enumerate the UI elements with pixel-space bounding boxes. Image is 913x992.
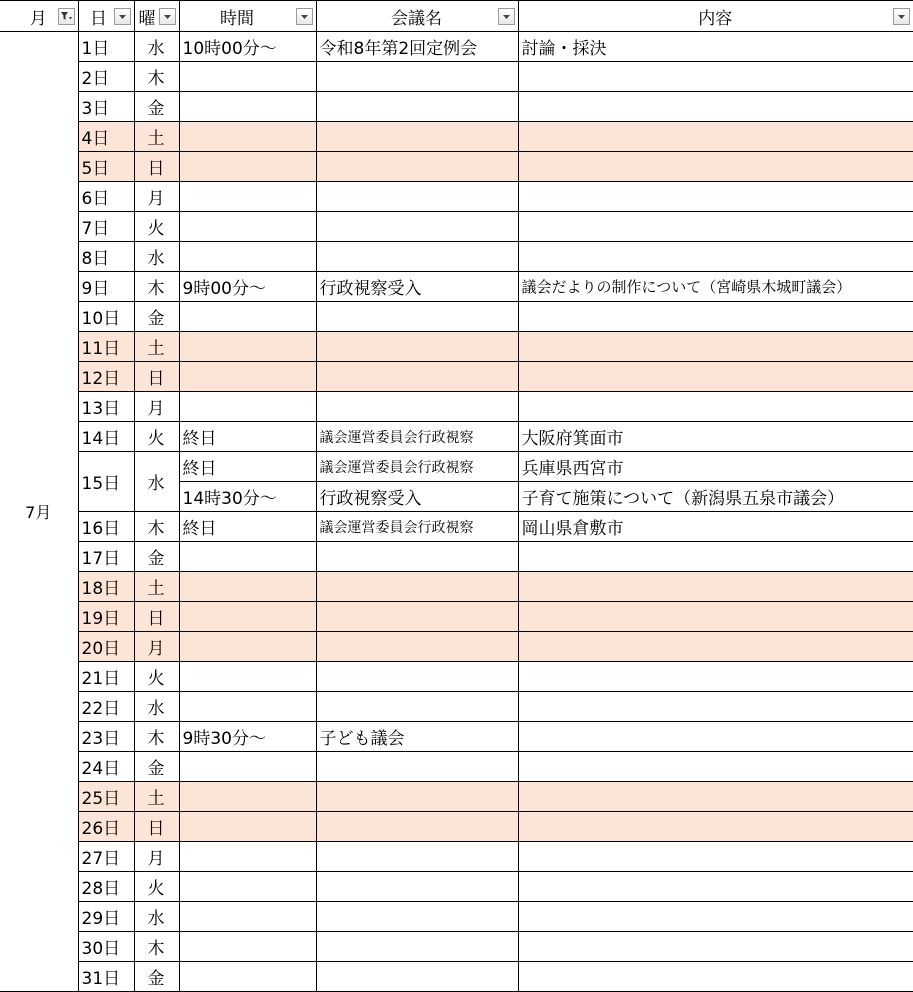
chevron-down-icon (897, 14, 906, 20)
content-cell[interactable] (518, 962, 913, 992)
table-row (0, 392, 913, 422)
time-cell[interactable] (179, 182, 316, 212)
weekday-cell[interactable]: 水 (134, 902, 179, 932)
meeting-cell[interactable] (316, 752, 518, 782)
time-cell[interactable] (179, 122, 316, 152)
time-cell[interactable] (179, 752, 316, 782)
column-header-month-label: 月 (29, 8, 47, 29)
weekday-cell[interactable]: 水 (134, 32, 179, 62)
column-header-day-label: 日 (90, 8, 107, 29)
content-cell[interactable]: 議会だよりの制作について（宮崎県木城町議会） (518, 272, 913, 302)
weekday-cell[interactable]: 水 (134, 692, 179, 722)
day-cell[interactable]: 9日 (78, 272, 134, 302)
table-row (0, 872, 913, 902)
meeting-cell[interactable]: 議会運営委員会行政視察 (316, 512, 518, 542)
day-cell[interactable]: 3日 (78, 92, 134, 122)
content-cell[interactable] (518, 932, 913, 962)
weekday-cell[interactable]: 日 (134, 602, 179, 632)
weekday-cell[interactable]: 金 (134, 962, 179, 992)
table-row (0, 512, 913, 542)
table-row (0, 962, 913, 992)
weekday-cell[interactable]: 火 (134, 662, 179, 692)
filter-dropdown-button-day[interactable] (114, 8, 131, 25)
day-cell[interactable]: 24日 (78, 752, 134, 782)
day-cell[interactable]: 2日 (78, 62, 134, 92)
meeting-cell[interactable] (316, 602, 518, 632)
chevron-down-icon (118, 14, 127, 20)
table-row (0, 62, 913, 92)
content-cell[interactable] (518, 872, 913, 902)
time-cell[interactable]: 10時00分〜 (179, 32, 316, 62)
day-cell[interactable]: 17日 (78, 542, 134, 572)
meeting-cell[interactable]: 議会運営委員会行政視察 (316, 452, 518, 482)
content-cell[interactable] (518, 92, 913, 122)
chevron-down-icon (163, 14, 172, 20)
content-cell[interactable] (518, 902, 913, 932)
weekday-cell[interactable]: 木 (134, 272, 179, 302)
table-row (0, 722, 913, 752)
time-cell[interactable] (179, 392, 316, 422)
day-cell[interactable]: 23日 (78, 722, 134, 752)
weekday-cell[interactable]: 日 (134, 362, 179, 392)
meeting-cell[interactable] (316, 962, 518, 992)
weekday-cell[interactable]: 金 (134, 92, 179, 122)
time-cell[interactable] (179, 782, 316, 812)
weekday-cell[interactable]: 土 (134, 332, 179, 362)
weekday-cell[interactable]: 金 (134, 302, 179, 332)
weekday-cell[interactable]: 木 (134, 512, 179, 542)
chevron-down-icon (300, 14, 309, 20)
content-cell[interactable] (518, 332, 913, 362)
content-cell[interactable] (518, 692, 913, 722)
column-header-content (518, 1, 913, 32)
filter-active-button-month[interactable] (58, 8, 75, 25)
day-cell[interactable]: 22日 (78, 692, 134, 722)
meeting-cell[interactable] (316, 692, 518, 722)
meeting-cell[interactable] (316, 812, 518, 842)
filter-dropdown-button-time[interactable] (296, 8, 313, 25)
weekday-cell[interactable]: 月 (134, 392, 179, 422)
content-cell[interactable] (518, 662, 913, 692)
table-row (0, 242, 913, 272)
day-cell[interactable]: 4日 (78, 122, 134, 152)
day-cell[interactable]: 16日 (78, 512, 134, 542)
day-cell[interactable]: 6日 (78, 182, 134, 212)
day-cell[interactable]: 21日 (78, 662, 134, 692)
weekday-cell[interactable]: 水 (134, 242, 179, 272)
content-cell[interactable] (518, 392, 913, 422)
table-row (0, 182, 913, 212)
day-cell[interactable]: 26日 (78, 812, 134, 842)
schedule-body (0, 32, 913, 992)
content-cell[interactable] (518, 212, 913, 242)
filter-dropdown-button-weekday[interactable] (159, 8, 176, 25)
content-cell[interactable] (518, 242, 913, 272)
meeting-cell[interactable] (316, 212, 518, 242)
column-header-time (179, 1, 316, 32)
day-cell[interactable]: 10日 (78, 302, 134, 332)
time-cell[interactable] (179, 872, 316, 902)
time-cell[interactable]: 9時30分〜 (179, 722, 316, 752)
time-cell[interactable] (179, 932, 316, 962)
weekday-cell[interactable]: 土 (134, 572, 179, 602)
time-cell[interactable] (179, 212, 316, 242)
meeting-cell[interactable] (316, 182, 518, 212)
time-cell[interactable]: 終日 (179, 512, 316, 542)
content-cell[interactable] (518, 632, 913, 662)
meeting-cell[interactable] (316, 782, 518, 812)
content-cell[interactable] (518, 152, 913, 182)
meeting-cell[interactable]: 子ども議会 (316, 722, 518, 752)
weekday-cell[interactable]: 月 (134, 842, 179, 872)
meeting-cell[interactable] (316, 92, 518, 122)
content-cell[interactable]: 子育て施策について（新潟県五泉市議会） (518, 482, 913, 512)
content-cell[interactable] (518, 842, 913, 872)
weekday-cell[interactable]: 月 (134, 632, 179, 662)
table-row (0, 692, 913, 722)
content-cell[interactable] (518, 812, 913, 842)
table-row (0, 902, 913, 932)
meeting-cell[interactable] (316, 122, 518, 152)
table-row (0, 122, 913, 152)
day-cell[interactable]: 14日 (78, 422, 134, 452)
content-cell[interactable] (518, 362, 913, 392)
content-cell[interactable] (518, 62, 913, 92)
meeting-cell[interactable] (316, 392, 518, 422)
time-cell[interactable] (179, 152, 316, 182)
day-cell[interactable]: 1日 (78, 32, 134, 62)
content-cell[interactable] (518, 572, 913, 602)
day-cell[interactable]: 7日 (78, 212, 134, 242)
content-cell[interactable] (518, 542, 913, 572)
header-row (0, 1, 913, 32)
meeting-cell[interactable] (316, 872, 518, 902)
meeting-cell[interactable] (316, 362, 518, 392)
meeting-cell[interactable] (316, 332, 518, 362)
weekday-cell[interactable]: 木 (134, 722, 179, 752)
meeting-cell[interactable]: 行政視察受入 (316, 482, 518, 512)
content-cell[interactable]: 兵庫県西宮市 (518, 452, 913, 482)
weekday-cell[interactable]: 木 (134, 932, 179, 962)
filter-dropdown-button-content[interactable] (893, 8, 910, 25)
table-row (0, 812, 913, 842)
time-cell[interactable] (179, 662, 316, 692)
day-cell[interactable]: 20日 (78, 632, 134, 662)
day-cell[interactable]: 18日 (78, 572, 134, 602)
meeting-cell[interactable] (316, 632, 518, 662)
time-cell[interactable] (179, 602, 316, 632)
chevron-down-icon (502, 14, 511, 20)
column-header-time-label: 時間 (220, 8, 254, 29)
meeting-cell[interactable]: 令和8年第2回定例会 (316, 32, 518, 62)
weekday-cell[interactable]: 日 (134, 152, 179, 182)
table-row (0, 332, 913, 362)
time-cell[interactable]: 終日 (179, 452, 316, 482)
content-cell[interactable]: 討論・採決 (518, 32, 913, 62)
time-cell[interactable] (179, 242, 316, 272)
content-cell[interactable]: 大阪府箕面市 (518, 422, 913, 452)
meeting-cell[interactable] (316, 302, 518, 332)
weekday-cell[interactable]: 火 (134, 212, 179, 242)
meeting-cell[interactable] (316, 842, 518, 872)
table-row (0, 782, 913, 812)
meeting-cell[interactable] (316, 902, 518, 932)
table-row (0, 362, 913, 392)
table-row (0, 842, 913, 872)
table-row (0, 632, 913, 662)
weekday-cell[interactable]: 木 (134, 62, 179, 92)
column-header-meeting-label: 会議名 (391, 8, 442, 29)
weekday-cell[interactable]: 金 (134, 542, 179, 572)
meeting-cell[interactable] (316, 662, 518, 692)
time-cell[interactable] (179, 92, 316, 122)
content-cell[interactable] (518, 122, 913, 152)
day-cell[interactable]: 13日 (78, 392, 134, 422)
table-row (0, 32, 913, 62)
meeting-cell[interactable] (316, 932, 518, 962)
content-cell[interactable]: 岡山県倉敷市 (518, 512, 913, 542)
meeting-cell[interactable] (316, 62, 518, 92)
meeting-cell[interactable] (316, 542, 518, 572)
content-cell[interactable] (518, 182, 913, 212)
day-cell[interactable]: 11日 (78, 332, 134, 362)
day-cell[interactable]: 15日 (78, 452, 134, 512)
table-row (0, 602, 913, 632)
table-row (0, 932, 913, 962)
time-cell[interactable] (179, 842, 316, 872)
day-cell[interactable]: 5日 (78, 152, 134, 182)
meeting-cell[interactable] (316, 152, 518, 182)
content-cell[interactable] (518, 752, 913, 782)
time-cell[interactable] (179, 572, 316, 602)
table-row (0, 662, 913, 692)
weekday-cell[interactable]: 金 (134, 752, 179, 782)
column-header-weekday-label: 曜 (138, 8, 156, 29)
time-cell[interactable] (179, 332, 316, 362)
time-cell[interactable] (179, 902, 316, 932)
table-row (0, 152, 913, 182)
day-cell[interactable]: 31日 (78, 962, 134, 992)
meeting-cell[interactable] (316, 242, 518, 272)
table-row (0, 542, 913, 572)
day-cell[interactable]: 8日 (78, 242, 134, 272)
day-cell[interactable]: 30日 (78, 932, 134, 962)
weekday-cell[interactable]: 水 (134, 452, 179, 512)
column-header-month (0, 1, 78, 32)
table-row (0, 752, 913, 782)
content-cell[interactable] (518, 782, 913, 812)
meeting-cell[interactable] (316, 572, 518, 602)
table-row (0, 452, 913, 482)
weekday-cell[interactable]: 土 (134, 782, 179, 812)
time-cell[interactable]: 9時00分〜 (179, 272, 316, 302)
time-cell[interactable] (179, 362, 316, 392)
time-cell[interactable] (179, 632, 316, 662)
day-cell[interactable]: 28日 (78, 872, 134, 902)
time-cell[interactable] (179, 812, 316, 842)
column-header-weekday (134, 1, 179, 32)
meeting-cell[interactable]: 行政視察受入 (316, 272, 518, 302)
time-cell[interactable] (179, 692, 316, 722)
table-row (0, 422, 913, 452)
column-header-meeting (316, 1, 518, 32)
table-row (0, 92, 913, 122)
table-row (0, 302, 913, 332)
content-cell[interactable] (518, 722, 913, 752)
day-cell[interactable]: 27日 (78, 842, 134, 872)
table-row (0, 272, 913, 302)
time-cell[interactable]: 14時30分〜 (179, 482, 316, 512)
filter-funnel-icon (60, 11, 73, 22)
day-cell[interactable]: 19日 (78, 602, 134, 632)
time-cell[interactable] (179, 302, 316, 332)
weekday-cell[interactable]: 火 (134, 872, 179, 902)
weekday-cell[interactable]: 日 (134, 812, 179, 842)
column-header-content-label: 内容 (698, 8, 733, 29)
weekday-cell[interactable]: 月 (134, 182, 179, 212)
month-cell[interactable]: 7月 (0, 32, 78, 992)
time-cell[interactable] (179, 962, 316, 992)
day-cell[interactable]: 29日 (78, 902, 134, 932)
time-cell[interactable]: 終日 (179, 422, 316, 452)
column-header-day (78, 1, 134, 32)
weekday-cell[interactable]: 土 (134, 122, 179, 152)
day-cell[interactable]: 25日 (78, 782, 134, 812)
time-cell[interactable] (179, 62, 316, 92)
content-cell[interactable] (518, 602, 913, 632)
time-cell[interactable] (179, 542, 316, 572)
day-cell[interactable]: 12日 (78, 362, 134, 392)
content-cell[interactable] (518, 302, 913, 332)
table-row (0, 212, 913, 242)
filter-dropdown-button-meeting[interactable] (498, 8, 515, 25)
table-row (0, 572, 913, 602)
meeting-cell[interactable]: 議会運営委員会行政視察 (316, 422, 518, 452)
weekday-cell[interactable]: 火 (134, 422, 179, 452)
